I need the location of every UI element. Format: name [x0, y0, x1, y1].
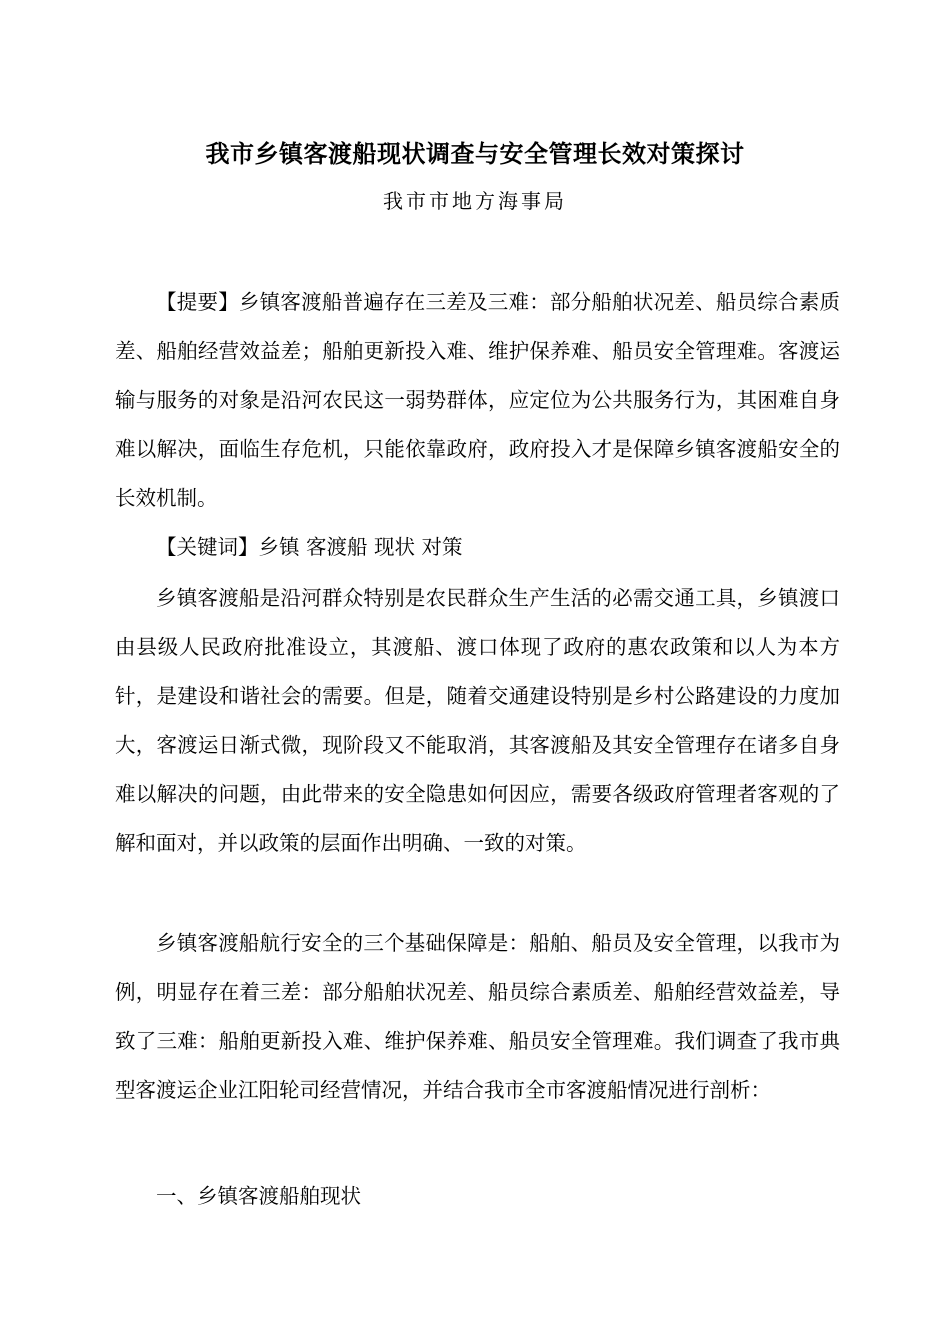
section-heading-1: 一、乡镇客渡船舶现状: [156, 1184, 361, 1208]
document-title: 我市乡镇客渡船现状调查与安全管理长效对策探讨: [205, 140, 745, 168]
keywords-line: 【关键词】乡镇 客渡船 现状 对策: [156, 535, 463, 559]
document-author: 我市市地方海事局: [383, 189, 567, 213]
abstract-paragraph: 【提要】乡镇客渡船普遍存在三差及三难：部分船舶状况差、船员综合素质差、船舶经营效益差；船舶更新投入难、维护保养难、船员安全管理难。客渡运输与服务的对象是沿河农民这一弱势群体，应定位为公共服务行为，其困难自身难以解决，面临生存危机，只能依靠政府，政府投入才是保障乡镇客渡船安全的长效机制。: [115, 290, 840, 510]
body-paragraph-1: 乡镇客渡船是沿河群众特别是农民群众生产生活的必需交通工具，乡镇渡口由县级人民政府批准设立，其渡船、渡口体现了政府的惠农政策和以人为本方针，是建设和谐社会的需要。但是，随着交通建设特别是乡村公路建设的力度加大，客渡运日渐式微，现阶段又不能取消，其客渡船及其安全管理存在诸多自身难以解决的问题，由此带来的安全隐患如何因应，需要各级政府管理者客观的了解和面对，并以政策的层面作出明确、一致的对策。: [115, 586, 840, 855]
body-paragraph-2: 乡镇客渡船航行安全的三个基础保障是：船舶、船员及安全管理，以我市为例，明显存在着三差：部分船舶状况差、船员综合素质差、船舶经营效益差，导致了三难：船舶更新投入难、维护保养难、船员安全管理难。我们调查了我市典型客渡运企业江阳轮司经营情况，并结合我市全市客渡船情况进行剖析：: [115, 931, 840, 1102]
